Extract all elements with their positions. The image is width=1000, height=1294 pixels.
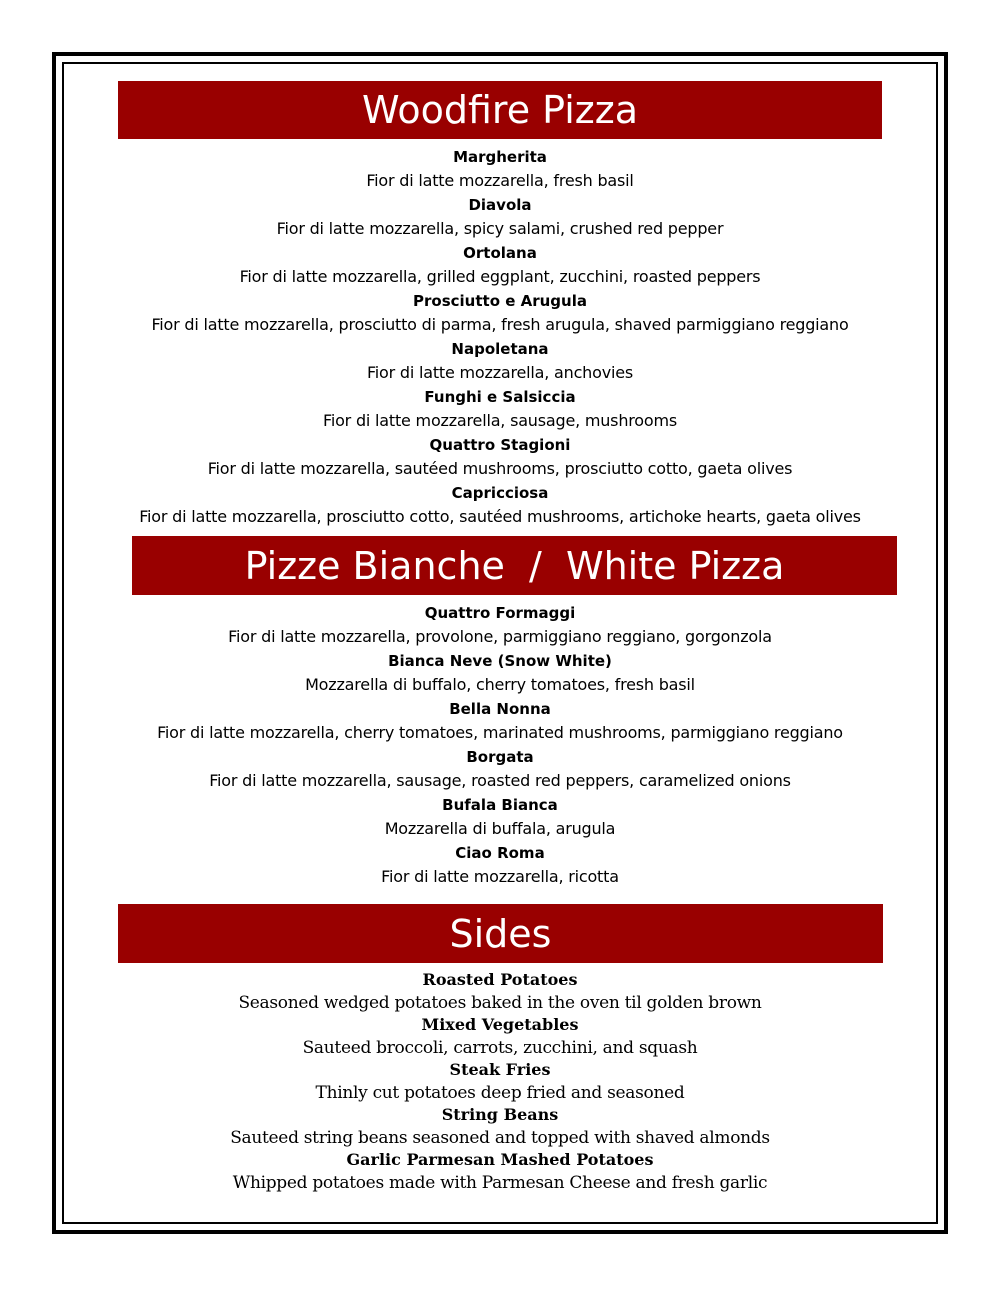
section-title: Pizze Bianche / White Pizza — [244, 543, 785, 588]
menu-item-desc: Fior di latte mozzarella, prosciutto cotto, sautéed mushrooms, artichoke hearts, gaeta olives — [139, 507, 861, 526]
menu-item-name: Margherita — [453, 148, 547, 166]
woodfire-pizza-banner — [118, 81, 882, 139]
menu-item-name: Roasted Potatoes — [422, 970, 578, 989]
menu-item-name: Mixed Vegetables — [421, 1015, 579, 1034]
menu-item-name: Ciao Roma — [455, 844, 545, 862]
menu-item-desc: Sauteed string beans seasoned and topped with shaved almonds — [230, 1127, 770, 1148]
menu-item-name: Napoletana — [451, 340, 549, 358]
menu-item-name: Funghi e Salsiccia — [424, 388, 576, 406]
section-title: Woodfire Pizza — [362, 88, 638, 132]
menu-item-name: Diavola — [468, 196, 532, 214]
menu-item-desc: Mozzarella di buffala, arugula — [384, 819, 616, 838]
menu-item-desc: Seasoned wedged potatoes baked in the oven til golden brown — [238, 992, 762, 1013]
menu-item-name: String Beans — [441, 1105, 559, 1124]
menu-item-name: Borgata — [466, 748, 534, 766]
menu-item-name: Bianca Neve (Snow White) — [388, 652, 612, 670]
menu-item-desc: Fior di latte mozzarella, prosciutto di parma, fresh arugula, shaved parmiggiano reggiano — [151, 315, 849, 334]
menu-item-desc: Whipped potatoes made with Parmesan Cheese and fresh garlic — [232, 1172, 768, 1193]
menu-item-desc: Fior di latte mozzarella, spicy salami, crushed red pepper — [276, 219, 724, 238]
white-pizza-list — [80, 601, 920, 889]
menu-item-name: Prosciutto e Arugula — [413, 292, 587, 310]
menu-item-desc: Fior di latte mozzarella, sausage, roasted red peppers, caramelized onions — [209, 771, 791, 790]
menu-item-name: Capricciosa — [451, 484, 549, 502]
menu-item-desc: Sauteed broccoli, carrots, zucchini, and squash — [302, 1037, 698, 1058]
menu-item-name: Bella Nonna — [449, 700, 551, 718]
sides-list — [80, 969, 920, 1194]
menu-item-name: Bufala Bianca — [442, 796, 558, 814]
menu-item-name: Garlic Parmesan Mashed Potatoes — [346, 1150, 654, 1169]
menu-item-name: Steak Fries — [449, 1060, 551, 1079]
menu-item-name: Ortolana — [463, 244, 537, 262]
woodfire-pizza-list — [80, 145, 920, 529]
menu-item-desc: Fior di latte mozzarella, fresh basil — [366, 171, 634, 190]
menu-item-name: Quattro Formaggi — [424, 604, 576, 622]
sides-banner — [118, 904, 883, 963]
menu-item-desc: Fior di latte mozzarella, anchovies — [366, 363, 634, 382]
section-title: Sides — [449, 911, 552, 956]
menu-item-desc: Fior di latte mozzarella, ricotta — [381, 867, 619, 886]
menu-item-desc: Fior di latte mozzarella, sausage, mushrooms — [323, 411, 677, 430]
menu-item-desc: Fior di latte mozzarella, sautéed mushrooms, prosciutto cotto, gaeta olives — [207, 459, 793, 478]
menu-item-desc: Mozzarella di buffalo, cherry tomatoes, fresh basil — [305, 675, 695, 694]
menu-item-desc: Fior di latte mozzarella, grilled eggplant, zucchini, roasted peppers — [239, 267, 761, 286]
menu-item-desc: Thinly cut potatoes deep fried and seasoned — [315, 1082, 685, 1103]
menu-item-desc: Fior di latte mozzarella, cherry tomatoes, marinated mushrooms, parmiggiano reggiano — [157, 723, 843, 742]
menu-item-desc: Fior di latte mozzarella, provolone, parmiggiano reggiano, gorgonzola — [228, 627, 772, 646]
menu-item-name: Quattro Stagioni — [429, 436, 571, 454]
white-pizza-banner — [132, 536, 897, 595]
